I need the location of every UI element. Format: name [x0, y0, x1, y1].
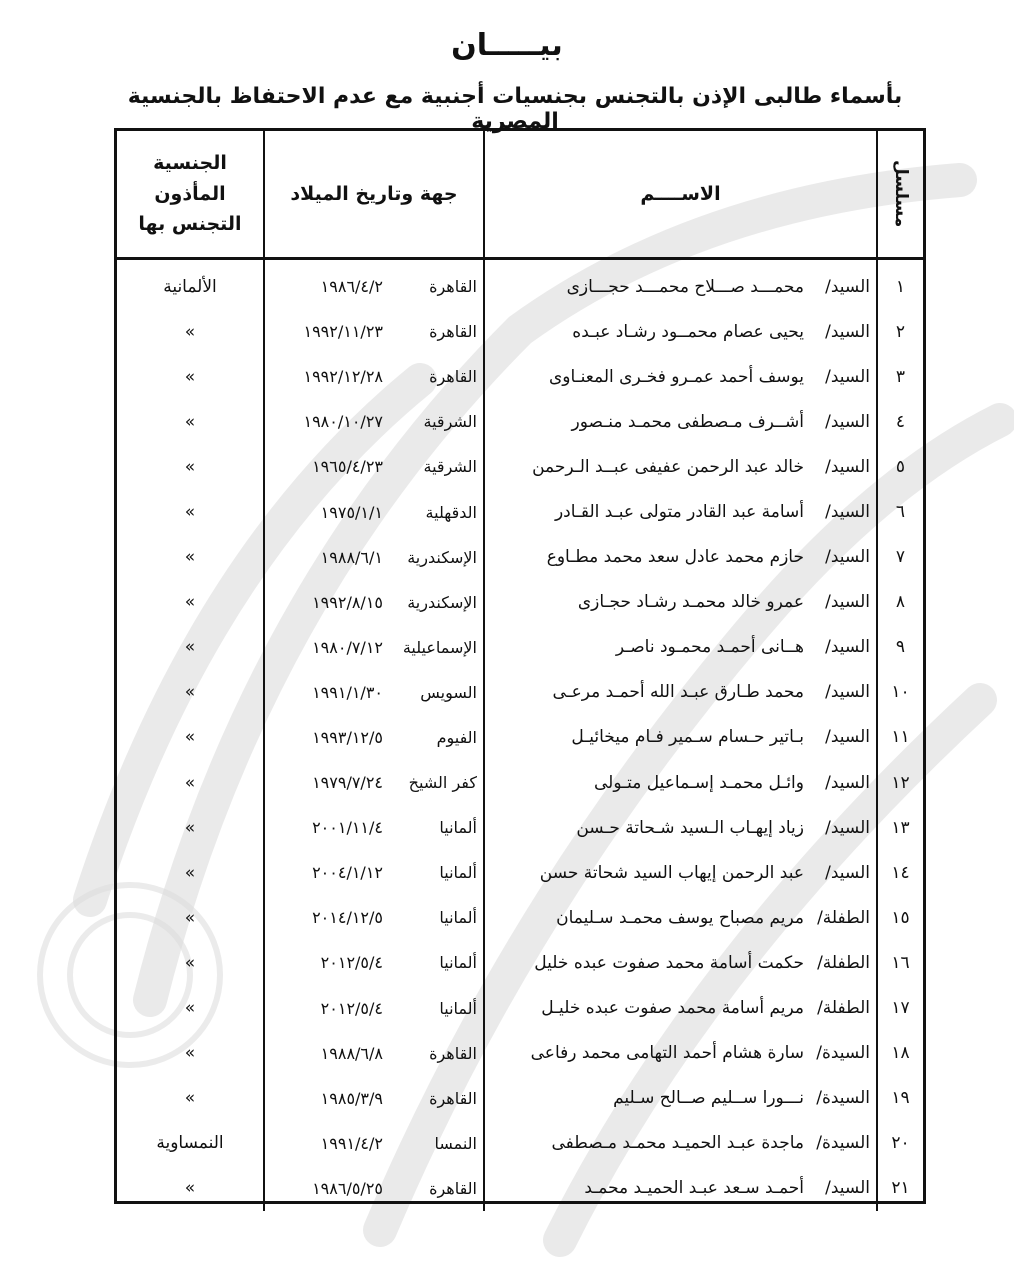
row-name-cell	[484, 489, 877, 534]
row-birth-place: النمسا	[434, 1133, 477, 1153]
row-full-name: ماجدة عبـد الحميـد محمـد مـصطفى	[551, 1133, 804, 1154]
row-nationality: »	[184, 772, 196, 793]
row-nationality: النمساوية	[156, 1133, 224, 1154]
row-full-name: محمد طـارق عبـد الله أحمـد مرعـى	[552, 682, 804, 703]
row-name-cell	[484, 354, 877, 399]
table-row	[117, 580, 923, 625]
table-row	[117, 489, 923, 534]
table-row	[117, 444, 923, 489]
row-place-date-cell	[264, 715, 484, 760]
row-full-name: مريم مصباح يوسف محمـد سـليمان	[556, 907, 804, 928]
row-place-date-cell	[264, 309, 484, 354]
row-salutation: السيدة/	[816, 1133, 870, 1154]
row-place-date-cell	[264, 850, 484, 895]
row-place-date-cell	[264, 1076, 484, 1121]
row-nationality: »	[184, 907, 196, 928]
row-full-name: زياد إيهـاب الـسيد شـحاتة حـسن	[576, 817, 804, 838]
row-name-cell	[484, 760, 877, 805]
row-nationality: »	[184, 682, 196, 703]
header-place-date: جهة وتاريخ الميلاد	[264, 131, 484, 259]
row-name-cell	[484, 850, 877, 895]
row-birth-place: السويس	[420, 682, 477, 702]
table-row	[117, 1121, 923, 1166]
row-birth-place: ألمانيا	[439, 953, 477, 973]
row-serial: ١	[877, 259, 923, 310]
row-nationality: »	[184, 502, 196, 523]
row-birth-date: ٢٠١٤/١٢/٥	[312, 908, 383, 928]
row-serial: ١٣	[877, 805, 923, 850]
row-nationality: »	[184, 1088, 196, 1109]
row-salutation: السيد/	[825, 547, 870, 568]
row-name-cell	[484, 259, 877, 310]
row-place-date-cell	[264, 895, 484, 940]
row-place-date-cell	[264, 489, 484, 534]
row-birth-date: ١٩٨٠/٧/١٢	[312, 637, 383, 657]
row-salutation: السيد/	[825, 637, 870, 658]
table-row	[117, 625, 923, 670]
row-place-date-cell	[264, 535, 484, 580]
row-nationality: »	[184, 952, 196, 973]
table-row	[117, 309, 923, 354]
row-full-name: محمـــد صـــلاح محمـــد حجـــازى	[566, 276, 804, 297]
table-row	[117, 940, 923, 985]
row-serial: ٨	[877, 580, 923, 625]
row-place-date-cell	[264, 354, 484, 399]
table-row	[117, 805, 923, 850]
row-birth-place: الدقهلية	[425, 502, 477, 522]
row-birth-date: ١٩٩١/١/٣٠	[312, 682, 383, 702]
row-place-date-cell	[264, 986, 484, 1031]
row-place-date-cell	[264, 444, 484, 489]
row-birth-date: ١٩٧٥/١/١	[320, 502, 383, 522]
header-name: الاســــم	[484, 131, 877, 259]
row-name-cell	[484, 1076, 877, 1121]
row-birth-place: ألمانيا	[439, 998, 477, 1018]
row-full-name: بـاتير حـسام سـمير فـام ميخائيـل	[571, 727, 804, 748]
row-salutation: السيد/	[825, 456, 870, 477]
row-name-cell	[484, 535, 877, 580]
names-table	[117, 131, 923, 1211]
row-birth-date: ١٩٩٢/١١/٢٣	[303, 322, 383, 342]
row-birth-date: ٢٠٠٤/١/١٢	[312, 863, 383, 883]
row-nationality: »	[184, 817, 196, 838]
row-birth-place: الإسكندرية	[407, 592, 477, 612]
row-birth-date: ١٩٨٨/٦/١	[320, 547, 383, 567]
row-full-name: أحمـد سـعد عبـد الحميـد محمـد	[584, 1178, 804, 1199]
row-salutation: السيد/	[825, 276, 870, 297]
row-birth-place: الشرقية	[423, 412, 477, 432]
row-serial: ٢٠	[877, 1121, 923, 1166]
row-serial: ١٥	[877, 895, 923, 940]
row-salutation: السيد/	[825, 592, 870, 613]
row-birth-place: ألمانيا	[439, 863, 477, 883]
row-salutation: السيد/	[825, 682, 870, 703]
row-birth-date: ١٩٩٢/١٢/٢٨	[303, 367, 383, 387]
row-serial: ١٩	[877, 1076, 923, 1121]
row-name-cell	[484, 625, 877, 670]
row-name-cell	[484, 1121, 877, 1166]
row-birth-place: كفر الشيخ	[408, 773, 477, 793]
row-full-name: أسامة عبد القادر متولى عبـد القـادر	[554, 502, 804, 523]
row-name-cell	[484, 670, 877, 715]
row-birth-place: القاهرة	[429, 1043, 477, 1063]
row-name-cell	[484, 940, 877, 985]
row-nationality: الألمانية	[163, 276, 217, 297]
row-full-name: حكمت أسامة محمد صفوت عبده خليل	[534, 952, 804, 973]
row-name-cell	[484, 444, 877, 489]
row-nationality: »	[184, 456, 196, 477]
row-full-name: خالد عبد الرحمن عفيفى عبــد الـرحمن	[532, 456, 804, 477]
row-serial: ١٦	[877, 940, 923, 985]
row-salutation: السيد/	[825, 772, 870, 793]
row-serial: ٢	[877, 309, 923, 354]
row-nationality: »	[184, 862, 196, 883]
row-name-cell	[484, 1166, 877, 1211]
row-birth-date: ١٩٧٩/٧/٢٤	[312, 773, 383, 793]
header-serial: مسلسل	[877, 131, 923, 259]
row-birth-date: ٢٠٠١/١١/٤	[312, 818, 383, 838]
row-full-name: عمرو خالد محمـد رشـاد حجـازى	[577, 592, 804, 613]
row-place-date-cell	[264, 580, 484, 625]
row-full-name: هــانى أحمـد محمـود ناصـر	[615, 637, 804, 658]
row-name-cell	[484, 715, 877, 760]
row-full-name: يوسف أحمد عمـرو فخـرى المعنـاوى	[549, 366, 804, 387]
row-birth-date: ١٩٨٨/٦/٨	[320, 1043, 383, 1063]
row-name-cell	[484, 895, 877, 940]
row-serial: ١٤	[877, 850, 923, 895]
table-body	[117, 259, 923, 1211]
row-name-cell	[484, 805, 877, 850]
table-row	[117, 1076, 923, 1121]
row-serial: ٦	[877, 489, 923, 534]
row-full-name: سارة هشام أحمد التهامى محمد رفاعى	[530, 1043, 804, 1064]
row-birth-place: القاهرة	[429, 277, 477, 297]
row-place-date-cell	[264, 760, 484, 805]
row-nationality: »	[184, 592, 196, 613]
row-birth-date: ١٩٩١/٤/٢	[320, 1133, 383, 1153]
row-birth-date: ٢٠١٢/٥/٤	[320, 998, 383, 1018]
row-birth-date: ٢٠١٢/٥/٤	[320, 953, 383, 973]
row-birth-place: الإسماعيلية	[402, 637, 477, 657]
table-row	[117, 1031, 923, 1076]
row-birth-date: ١٩٩٣/١٢/٥	[312, 727, 383, 747]
row-name-cell	[484, 399, 877, 444]
row-serial: ١٨	[877, 1031, 923, 1076]
row-birth-place: القاهرة	[429, 322, 477, 342]
row-nationality: »	[184, 1043, 196, 1064]
table-row	[117, 259, 923, 310]
row-serial: ١٧	[877, 986, 923, 1031]
row-salutation: السيد/	[825, 1178, 870, 1199]
table-row	[117, 986, 923, 1031]
row-nationality: »	[184, 547, 196, 568]
row-birth-date: ١٩٨٠/١٠/٢٧	[303, 412, 383, 432]
row-full-name: يحيى عصام محمــود رشـاد عبـده	[572, 321, 804, 342]
row-place-date-cell	[264, 625, 484, 670]
row-place-date-cell	[264, 399, 484, 444]
document-subtitle: بأسماء طالبى الإذن بالتجنس بجنسيات أجنبية مع عدم الاحتفاظ بالجنسية المصرية	[127, 84, 903, 134]
row-salutation: السيدة/	[816, 1043, 870, 1064]
row-birth-place: الشرقية	[423, 457, 477, 477]
row-full-name: نـــورا ســليم صــالح سـليم	[613, 1088, 804, 1109]
table-row	[117, 850, 923, 895]
row-birth-date: ١٩٨٦/٥/٢٥	[312, 1178, 383, 1198]
table-header-row	[117, 131, 923, 259]
row-salutation: السيد/	[825, 727, 870, 748]
row-nationality: »	[184, 321, 196, 342]
table-row	[117, 1166, 923, 1211]
row-salutation: السيد/	[825, 817, 870, 838]
row-full-name: مريم أسامة محمد صفوت عبده خليـل	[541, 998, 804, 1019]
row-salutation: السيد/	[825, 366, 870, 387]
row-serial: ٩	[877, 625, 923, 670]
row-full-name: أشــرف مـصطفى محمـد منـصور	[571, 411, 804, 432]
row-serial: ٤	[877, 399, 923, 444]
row-nationality: »	[184, 998, 196, 1019]
row-name-cell	[484, 1031, 877, 1076]
table-row	[117, 535, 923, 580]
row-birth-date: ١٩٦٥/٤/٢٣	[312, 457, 383, 477]
row-serial: ١٢	[877, 760, 923, 805]
row-nationality: »	[184, 411, 196, 432]
document-title: بيـــــان	[451, 28, 563, 63]
row-full-name: حازم محمد عادل سعد محمد مطـاوع	[546, 547, 804, 568]
row-birth-place: القاهرة	[429, 1088, 477, 1108]
row-name-cell	[484, 580, 877, 625]
names-table-frame	[114, 128, 926, 1204]
row-nationality: »	[184, 727, 196, 748]
row-nationality: »	[184, 366, 196, 387]
row-place-date-cell	[264, 259, 484, 310]
row-birth-place: ألمانيا	[439, 818, 477, 838]
row-salutation: الطفلة/	[817, 907, 870, 928]
table-row	[117, 399, 923, 444]
row-birth-place: القاهرة	[429, 367, 477, 387]
row-birth-place: الفيوم	[436, 727, 477, 747]
row-place-date-cell	[264, 940, 484, 985]
row-place-date-cell	[264, 670, 484, 715]
table-row	[117, 670, 923, 715]
row-place-date-cell	[264, 1031, 484, 1076]
row-birth-date: ١٩٨٦/٤/٢	[320, 277, 383, 297]
row-name-cell	[484, 309, 877, 354]
row-place-date-cell	[264, 1166, 484, 1211]
row-birth-place: القاهرة	[429, 1178, 477, 1198]
row-salutation: السيد/	[825, 411, 870, 432]
header-nationality: الجنسية المأذون التجنس بها	[117, 131, 264, 259]
row-serial: ٧	[877, 535, 923, 580]
row-full-name: عبد الرحمن إيهاب السيد شحاتة حسن	[539, 862, 804, 883]
row-serial: ٣	[877, 354, 923, 399]
row-place-date-cell	[264, 1121, 484, 1166]
row-nationality: »	[184, 1178, 196, 1199]
row-serial: ٢١	[877, 1166, 923, 1211]
row-salutation: الطفلة/	[817, 952, 870, 973]
row-salutation: الطفلة/	[817, 998, 870, 1019]
row-place-date-cell	[264, 805, 484, 850]
row-birth-place: ألمانيا	[439, 908, 477, 928]
row-nationality: »	[184, 637, 196, 658]
row-birth-date: ١٩٨٥/٣/٩	[320, 1088, 383, 1108]
row-birth-date: ١٩٩٢/٨/١٥	[312, 592, 383, 612]
row-salutation: السيد/	[825, 321, 870, 342]
table-row	[117, 895, 923, 940]
row-full-name: وائـل محمـد إسـماعيل متـولى	[594, 772, 804, 793]
row-salutation: السيدة/	[816, 1088, 870, 1109]
row-serial: ١١	[877, 715, 923, 760]
table-row	[117, 715, 923, 760]
row-salutation: السيد/	[825, 862, 870, 883]
row-serial: ٥	[877, 444, 923, 489]
table-row	[117, 354, 923, 399]
row-serial: ١٠	[877, 670, 923, 715]
row-salutation: السيد/	[825, 502, 870, 523]
row-birth-place: الإسكندرية	[407, 547, 477, 567]
table-row	[117, 760, 923, 805]
row-name-cell	[484, 986, 877, 1031]
